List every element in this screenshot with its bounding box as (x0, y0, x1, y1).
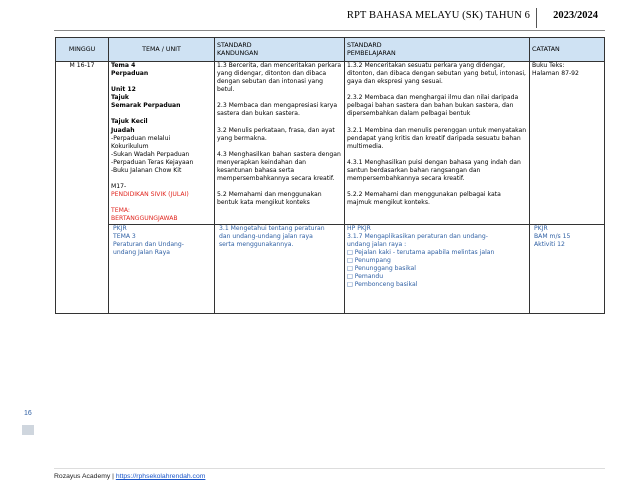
pkjr-line: HP PKJR (347, 224, 371, 232)
header-catatan: CATATAN (530, 38, 605, 62)
header-minggu: MINGGU (56, 38, 109, 62)
header-standard-pembelajaran: STANDARD PEMBELAJARAN (345, 38, 530, 62)
pkjr-line: serta menggunakannya. (219, 240, 294, 248)
catatan-line: Buku Teks: (532, 62, 565, 69)
page-tab-marker (22, 425, 34, 435)
pkjr-line: undang jalan raya : (347, 240, 407, 248)
footer-text: Rozayus Academy | (54, 473, 116, 480)
list-item: -Buku Jalanan Chow Kit (111, 167, 182, 175)
pkjr-line: undang Jalan Raya (113, 248, 170, 256)
pkjr-line: 3.1 Mengetahui tentang peraturan (219, 224, 325, 232)
list-item: -Perpaduan Teras Kejayaan (111, 158, 194, 166)
header-separator (536, 8, 537, 28)
pkjr-row (56, 224, 605, 313)
tajuk-kecil-label: Tajuk Kecil (111, 118, 148, 126)
pkjr-line: Aktiviti 12 (534, 240, 565, 248)
document-year: 2023/2024 (553, 10, 598, 21)
kandungan-item: 5.2 Memahami dan menggunakan bentuk kata mengikut konteks (217, 191, 322, 207)
tajuk-label: Tajuk (111, 94, 129, 102)
pembelajaran-item: 3.2.1 Membina dan menulis perenggan untuk menyatakan pendapat yang kritis dan kreatif daripada sesuatu bahan multimedia. (347, 126, 527, 150)
kandungan-item: 1.3 Bercerita, dan menceritakan perkara yang didengar, ditonton dan dibaca dengan sebutan dan intonasi yang betul. (217, 62, 342, 94)
pkjr-line: □ Pejalan kaki - terutama apabila melintas jalan (347, 248, 495, 256)
pkjr-line: □ Penunggang basikal (347, 264, 416, 272)
pkjr-tema-cell (109, 224, 215, 313)
catatan-line: Halaman 87-92 (532, 70, 579, 78)
pkjr-line: PKJR (534, 224, 548, 232)
pembelajaran-item: 4.3.1 Menghasilkan puisi dengan bahasa yang indah dan santun berdasarkan bahan rangsangan dan mempersembahkannya secara kreatif. (347, 158, 521, 183)
table-row (56, 62, 605, 225)
unit-label: Unit 12 (111, 86, 136, 94)
civic-tema-value: BERTANGGUNGJAWAB (111, 215, 178, 223)
pembelajaran-item: 5.2.2 Memahami dan menggunakan pelbagai kata majmuk mengikut konteks. (347, 191, 501, 207)
pembelajaran-item: 2.3.2 Membaca dan menghargai ilmu dan nilai daripada pelbagai bahan sastera dan bahan bukan sastera, dan dipersembahkan dalam pelbagai bentuk (347, 94, 519, 118)
civic-label: PENDIDIKAN SIVIK (JULAI) (111, 191, 189, 199)
footer-rule (54, 468, 605, 469)
page-header (0, 8, 638, 28)
tema-cell (109, 62, 215, 225)
kandungan-item: 2.3 Membaca dan mengapresiasi karya sastera dan bukan sastera. (217, 102, 338, 118)
header-standard-kandungan: STANDARD KANDUNGAN (215, 38, 345, 62)
pkjr-line: Peraturan dan Undang- (113, 240, 184, 248)
pkjr-line: 3.1.7 Mengaplikasikan peraturan dan undang- (347, 232, 488, 240)
m17-label: M17- (111, 183, 127, 191)
kandungan-cell (215, 62, 345, 225)
minggu-cell: M 16-17 (56, 62, 109, 314)
header-tema-unit: TEMA / UNIT (109, 38, 215, 62)
pkjr-line: BAM m/s 15 (534, 232, 571, 240)
pembelajaran-item: 1.3.2 Menceritakan sesuatu perkara yang didengar, ditonton, dan dibaca dengan sebutan yang betul, intonasi, gaya dan ekspresi yang sesuai. (347, 62, 526, 86)
pkjr-kandungan-cell (215, 224, 345, 313)
pkjr-line: □ Pembonceng basikal (347, 281, 418, 289)
rpt-table (55, 37, 605, 314)
juadah-label: Juadah (111, 126, 135, 134)
page-footer (54, 473, 205, 480)
pkjr-line: □ Pemandu (347, 273, 384, 281)
page-number: 16 (24, 410, 32, 417)
tema-name: Perpaduan (111, 70, 149, 78)
catatan-cell (530, 62, 605, 225)
tema-title: Tema 4 (111, 62, 136, 69)
pkjr-line: PKJR (113, 224, 127, 232)
document-title: RPT BAHASA MELAYU (SK) TAHUN 6 (346, 10, 530, 21)
pkjr-pembelajaran-cell (345, 224, 530, 313)
table-header-row (56, 38, 605, 62)
pkjr-line: TEMA 3 (113, 232, 136, 240)
kandungan-item: 3.2 Menulis perkataan, frasa, dan ayat yang bermakna. (217, 126, 335, 142)
pembelajaran-cell (345, 62, 530, 225)
list-item: Kokurikulum (111, 142, 149, 150)
civic-tema-label: TEMA: (111, 207, 130, 215)
footer-link[interactable]: https://rphsekolahrendah.com (115, 473, 206, 480)
tajuk-name: Semarak Perpaduan (111, 102, 181, 110)
pkjr-line: □ Penumpang (347, 256, 391, 264)
header-rule (54, 30, 605, 31)
pkjr-line: dan undang-undang jalan raya (219, 232, 313, 240)
list-item: -Perpaduan melalui (111, 134, 171, 142)
list-item: -Sukan Wadah Perpaduan (111, 150, 190, 158)
kandungan-item: 4.3 Menghasilkan bahan sastera dengan menyerapkan keindahan dan kesantunan bahasa serta mempersembahkannya secara kreatif. (217, 150, 341, 183)
pkjr-catatan-cell (530, 224, 605, 313)
